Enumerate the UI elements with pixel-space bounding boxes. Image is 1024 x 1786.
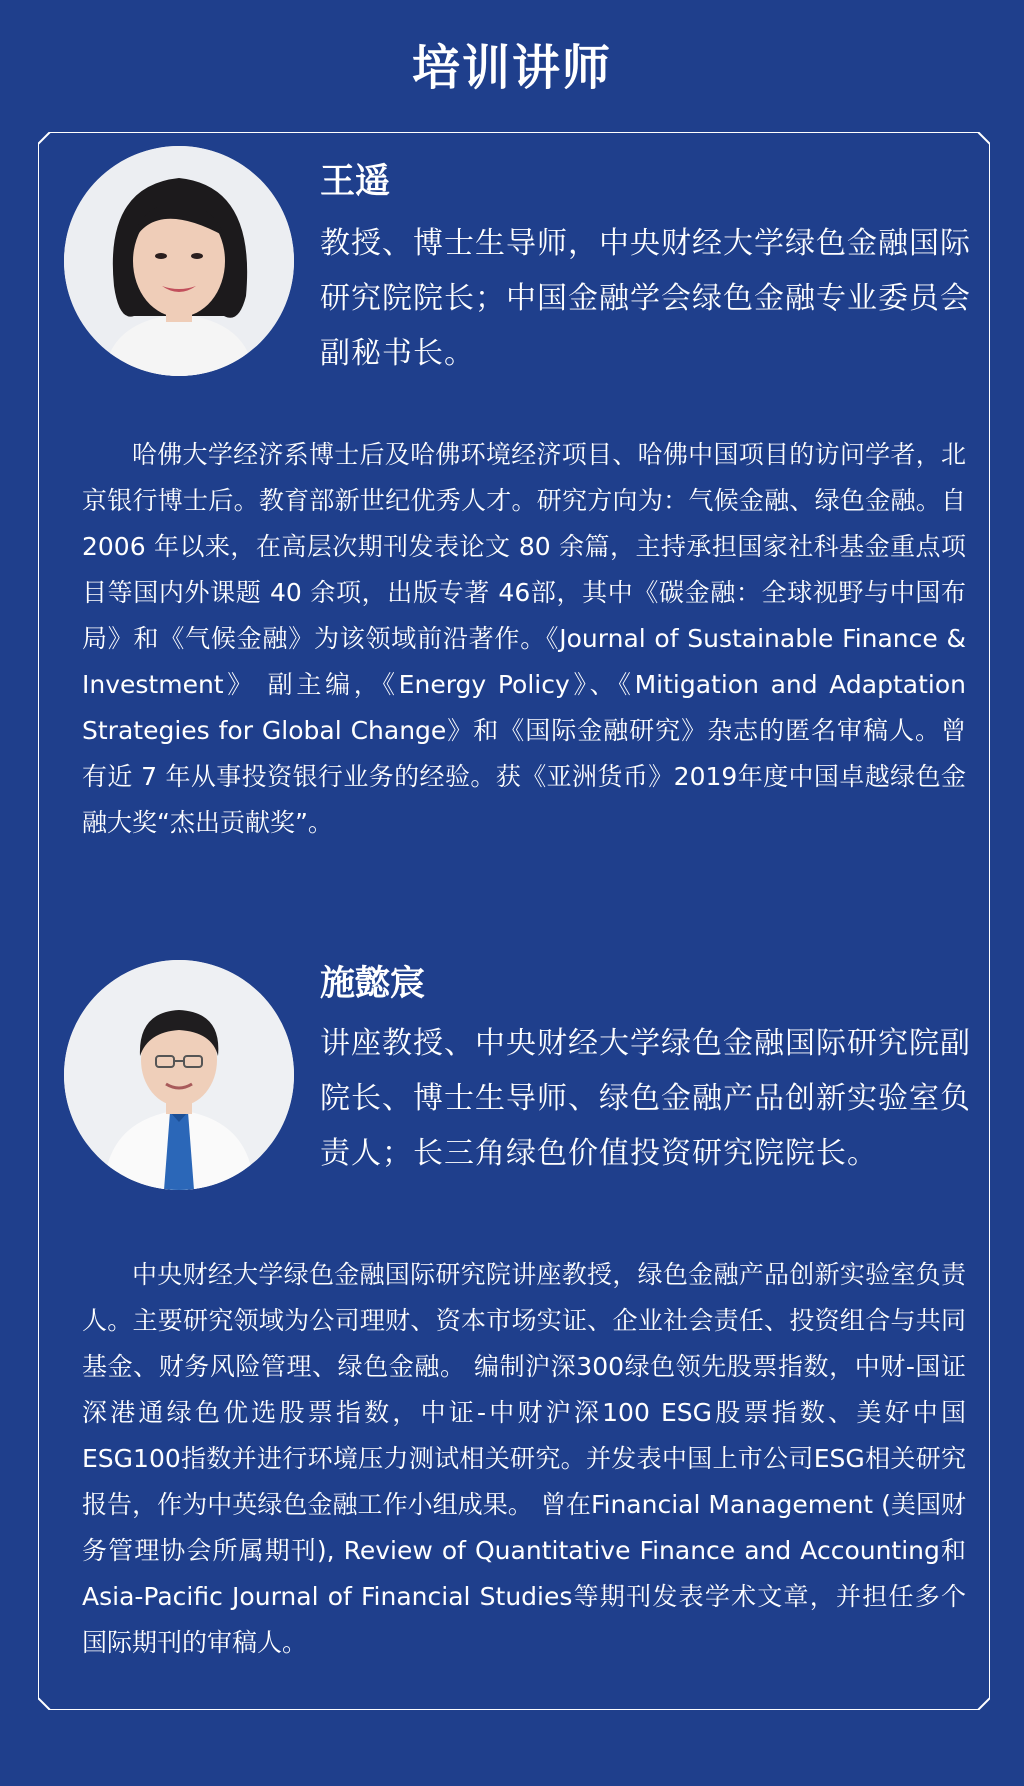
instructor-photo-shi-yichen bbox=[64, 960, 294, 1190]
portrait-female-icon bbox=[64, 146, 294, 376]
instructor-titles: 讲座教授、中央财经大学绿色金融国际研究院副院长、博士生导师、绿色金融产品创新实验室负责人；长三角绿色价值投资研究院院长。 bbox=[320, 1026, 971, 1171]
portrait-male-icon bbox=[64, 960, 294, 1190]
instructor-name: 王遥 bbox=[320, 162, 391, 202]
instructor-bio: 哈佛大学经济系博士后及哈佛环境经济项目、哈佛中国项目的访问学者，北京银行博士后。教育部新世纪优秀人才。研究方向为：气候金融、绿色金融。自 2006 年以来，在高层次期刊发表论文 80 余篇，主持承担国家社科基金重点项目等国内外课题 40 余项，出版专著 46部，其中《碳金融：全球视野与中国布局》和《气候金融》为该领域前沿著作。《Journal of Sustainable Finance & Investment》 副主编，《Energy Policy》、《Mitigation and Adaptation Strategies for Global Change》和《国际金融研究》杂志的匿名审稿人。曾有近 7 年从事投资银行业务的经验。获《亚洲货币》2019年度中国卓越绿色金融大奖“杰出贡献奖”。 bbox=[82, 440, 966, 837]
instructor-titles: 教授、博士生导师，中央财经大学绿色金融国际研究院院长；中国金融学会绿色金融专业委员会副秘书长。 bbox=[320, 226, 971, 371]
instructor-bio: 中央财经大学绿色金融国际研究院讲座教授，绿色金融产品创新实验室负责人。主要研究领域为公司理财、资本市场实证、企业社会责任、投资组合与共同基金、财务风险管理、绿色金融。 编制沪深300绿色领先股票指数，中财-国证深港通绿色优选股票指数，中证-中财沪深100 ESG股票指数、美好中国ESG100指数并进行环境压力测试相关研究。并发表中国上市公司ESG相关研究报告，作为中英绿色金融工作小组成果。 曾在Financial Management (美国财务管理协会所属期刊), Review of Quantitative Finance and Accounting和Asia-Pacific Journal of Financial Studies等期刊发表学术文章，并担任多个国际期刊的审稿人。 bbox=[82, 1260, 966, 1657]
instructor-photo-wang-yao bbox=[64, 146, 294, 376]
page-title: 培训讲师 bbox=[411, 40, 612, 96]
instructor-name: 施懿宸 bbox=[320, 964, 426, 1004]
